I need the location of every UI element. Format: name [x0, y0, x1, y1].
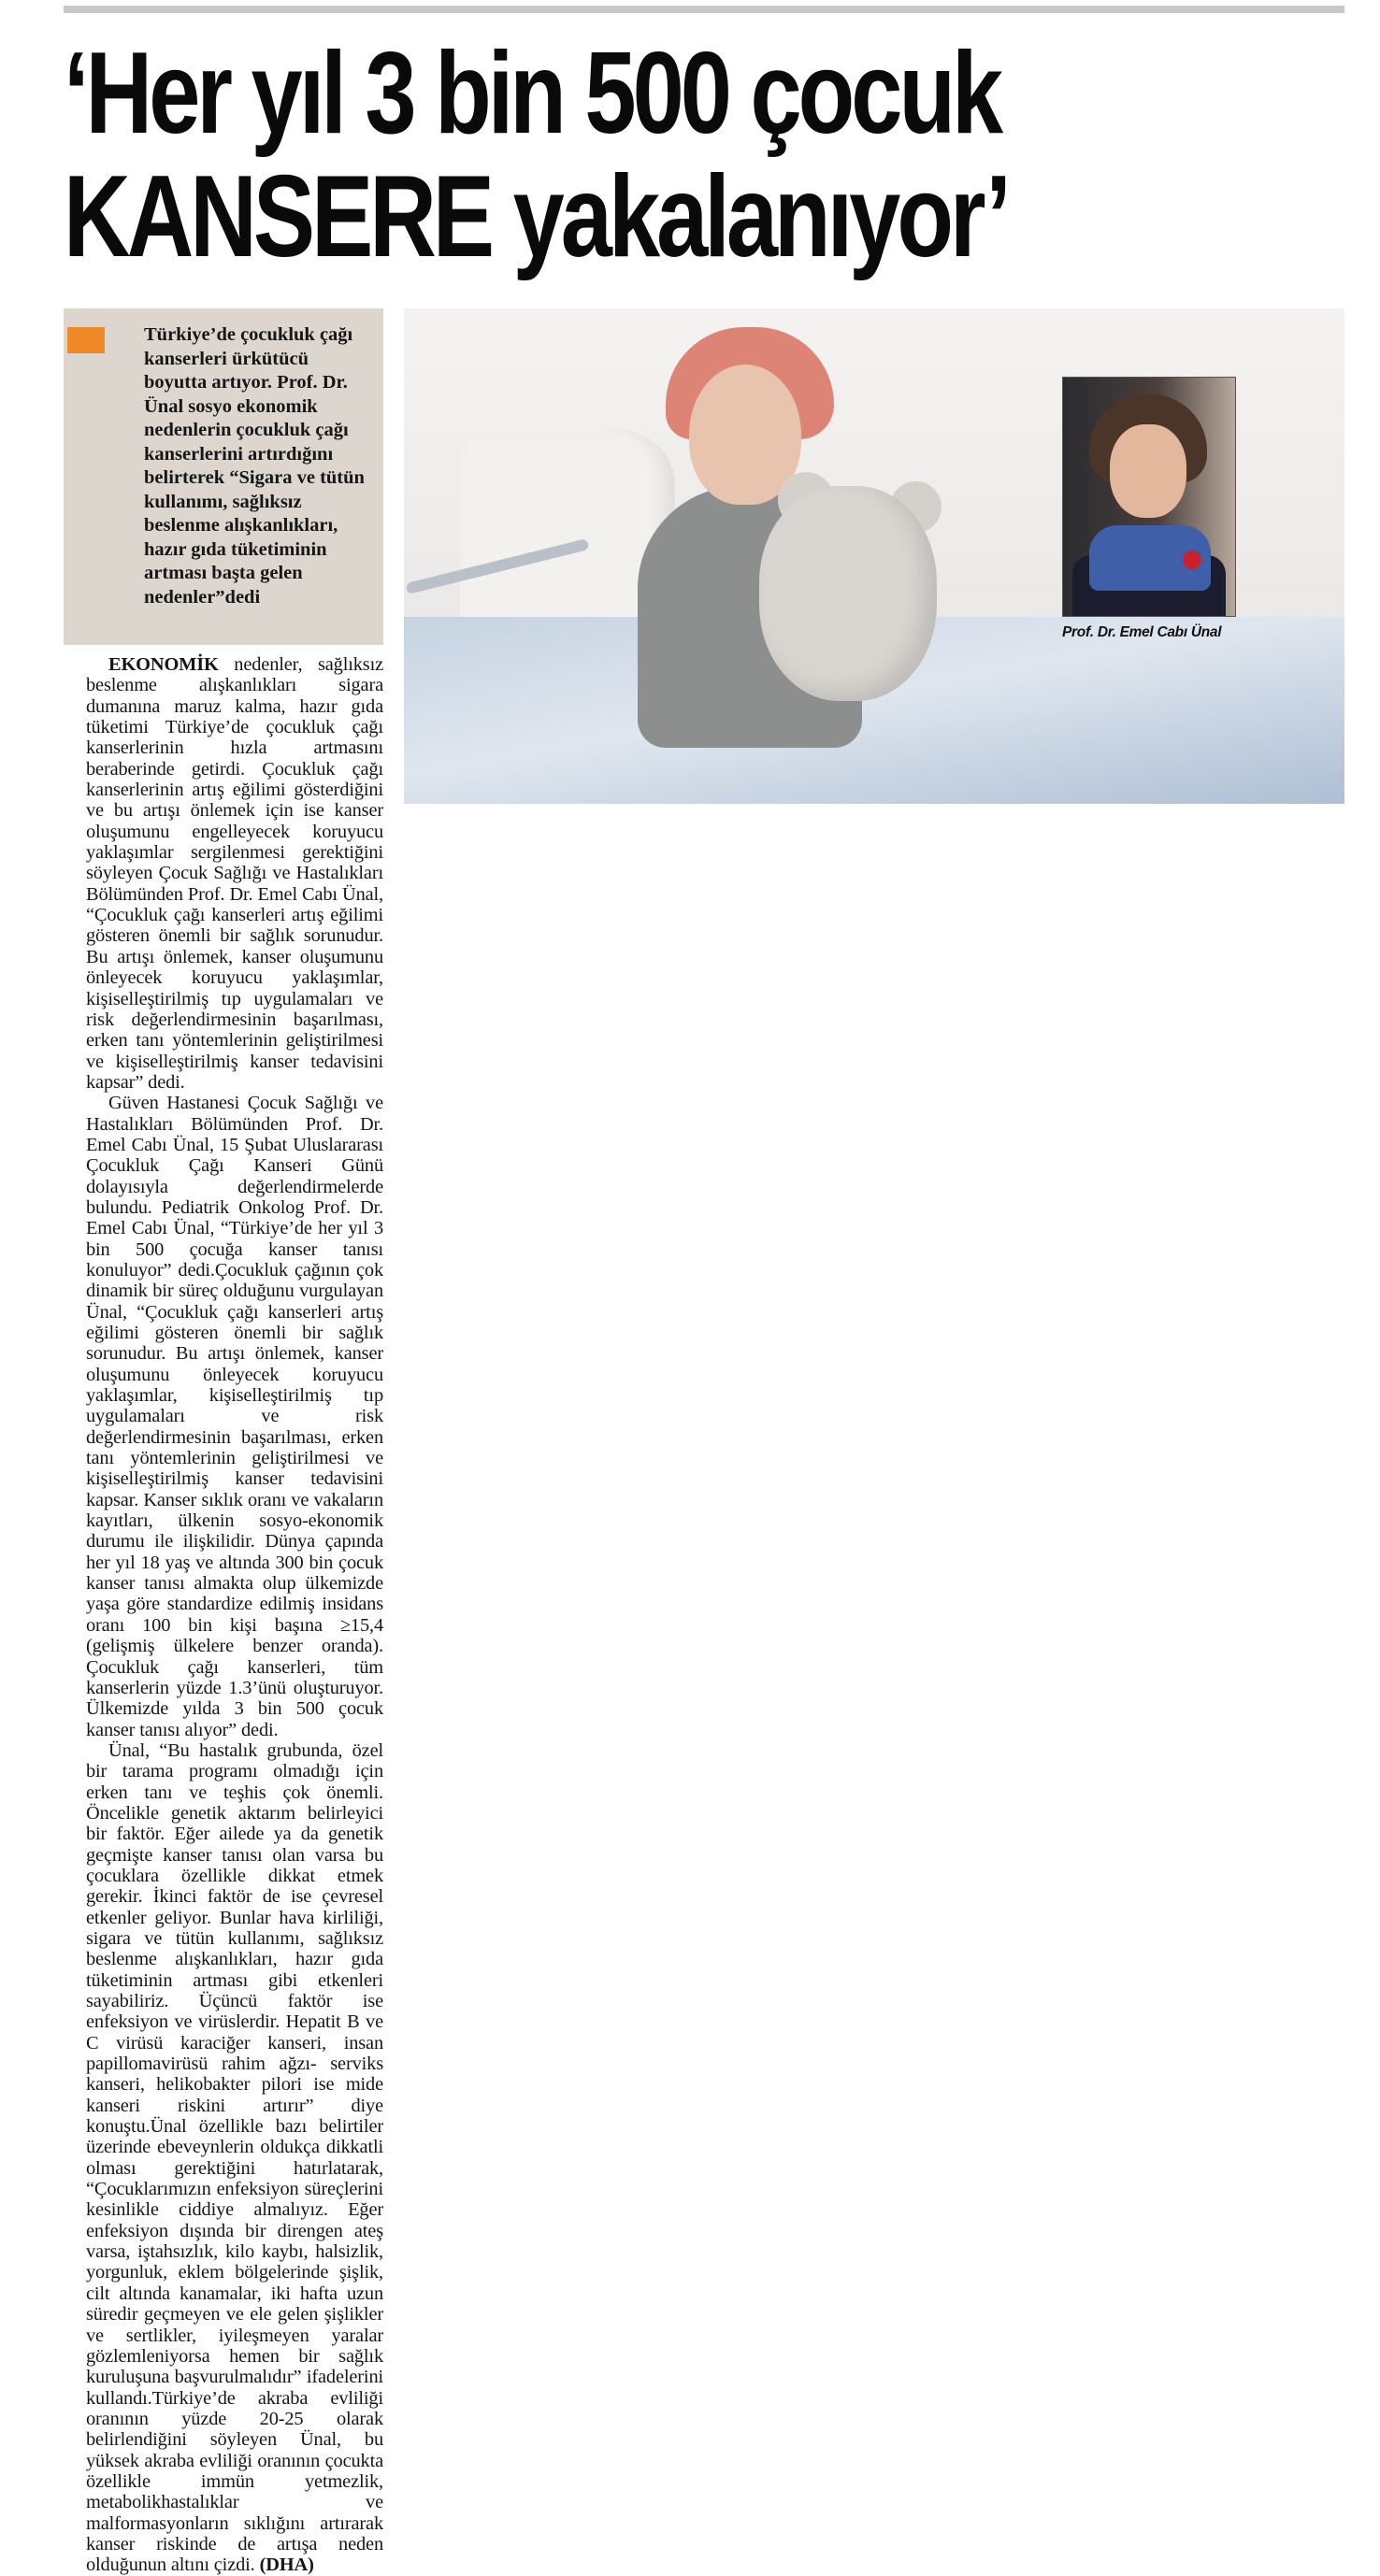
photo-caption: Prof. Dr. Emel Cabı Ünal	[1062, 624, 1222, 640]
article-paragraph: Güven Hastanesi Çocuk Sağlığı ve Hastalıkları Bölümünden Prof. Dr. Emel Cabı Ünal, 15 Şubat Uluslararası Çocukluk Çağı Kanseri Günü dolayısıyla değerlendirmelerde bulundu. Pediatrik Onkolog Prof. Dr. Emel Cabı Ünal, “Türkiye’de her yıl 3 bin 500 çocuğa kanser tanısı konuluyor” dedi.Çocukluk çağının çok dinamik bir süreç olduğunu vurgulayan Ünal, “Çocukluk çağı kanserleri artış eğilimi gösteren önemli bir sağlık sorunudur. Bu artışı önlemek, kanser oluşumunu önleyecek koruyucu yaklaşımlar, kişiselleştirilmiş tıp uygulamaları ve risk değerlendirmesinin başarılması, erken tanı yöntemlerinin geliştirilmesi ve kişiselleştirilmiş kanser tedavisini kapsar. Kanser sıklık oranı ve vakaların kayıtları, ülkenin sosyo-ekonomik durumu ile ilişkilidir. Dünya çapında her yıl 18 yaş ve altında 300 bin çocuk kanser tanısı almakta olup ülkemizde yaşa göre standardize edilmiş insidans oranı 100 bin kişi başına ≥15,4 (gelişmiş ülkelere benzer oranda). Çocukluk çağı kanserleri, tüm kanserlerin yüzde 1.3’ünü oluşturuyor. Ülkemizde yılda 3 bin 500 çocuk kanser tanısı alıyor” dedi.	[86, 1093, 383, 1740]
headline-line-1: ‘Her yıl 3 bin 500 çocuk	[64, 29, 1000, 158]
paragraph-text: Ünal, “Bu hastalık grubunda, özel bir tarama programı olmadığı için erken tanı ve teşhis çok önemli. Öncelikle genetik aktarım belirleyici bir faktör. Eğer ailede ya da genetik geçmişte kanser tanısı olan varsa bu çocuklara özellikle dikkat etmek gerekir. İkinci faktör de ise çevresel etkenler geliyor. Bunlar hava kirliliği, sigara ve tütün kullanımı, sağlıksız beslenme alışkanlıkları, hazır gıda tüketiminin artması gibi etkenleri sayabiliriz. Üçüncü faktör ise enfeksiyon ve virüslerdir. Hepatit B ve C virüsü karaciğer kanseri, insan papillomavirüsü rahim ağzı- serviks kanseri, helikobakter pilori ise mide kanseri riskini artırır” diye konuştu.Ünal özellikle bazı belirtiler üzerinde ebeveynlerin oldukça dikkatli olması gerektiğini hatırlatarak, “Çocuklarımızın enfeksiyon süreçlerini kesinlikle ciddiye almalıyız. Eğer enfeksiyon dışında bir direngen ateş varsa, iştahsızlık, kilo kaybı, halsizlik, yorgunluk, eklem bölgelerinde şişlik, cilt altında kanamalar, iki hafta uzun süredir geçmeyen ve ele gelen şişlikler ve sertlikler, iyileşmeyen yaralar gözlemleniyorsa hemen bir sağlık kuruluşuna başvurulmalıdır” ifadelerini kullandı.Türkiye’de akraba evliliği oranının yüzde 20-25 olarak belirlendiğini söyleyen Ünal, bu yüksek akraba evliliği oranının çocukta özellikle immün yetmezlik, metabolikhastalıklar ve malformasyonların sıklığını artırarak kanser riskinde de artışa neden olduğunun altını çizdi.	[86, 1739, 383, 2576]
paragraph-text: nedenler, sağlıksız beslenme alışkanlıkları sigara dumanına maruz kalma, hazır gıda tüketimi Türkiye’de çocukluk çağı kanserlerinin hızla artmasını beraberinde getirdi. Çocukluk çağı kanserlerinin artış eğilimi gösterdiğini ve bu artışı önlemek için ise kanser oluşumunu engelleyecek koruyucu yaklaşımlar sergilenmesi gerektiğini söyleyen Çocuk Sağlığı ve Hastalıkları Bölümünden Prof. Dr. Emel Cabı Ünal, “Çocukluk çağı kanserleri artış eğilimi gösteren önemli bir sağlık sorunudur. Bu artışı önlemek, kanser oluşumunu önleyecek koruyucu yaklaşımlar, kişiselleştirilmiş tıp uygulamaları ve risk değerlendirmesinin başarılması, erken tanı yöntemlerinin geliştirilmesi ve kişiselleştirilmiş kanser tedavisini kapsar” dedi.	[86, 654, 383, 1093]
article-paragraph	[86, 654, 383, 1093]
article-paragraph	[86, 1740, 383, 2576]
headline	[64, 29, 1103, 281]
portrait-face-shape	[1110, 424, 1186, 518]
teddy-bear-shape	[759, 486, 937, 701]
source-tag: (DHA)	[259, 2555, 314, 2576]
headline-line-2: KANSERE yakalanıyor’	[64, 152, 1008, 281]
portrait-photo	[1062, 377, 1236, 617]
article-body	[86, 654, 383, 2576]
summary-text: Türkiye’de çocukluk çağı kanserleri ürkütücü boyutta artıyor. Prof. Dr. Ünal sosyo ekonomik nedenlerin çocukluk çağı kanserlerini artırdığını belirterek “Sigara ve tütün kullanımı, sağlıksız beslenme alışkanlıkları, hazır gıda tüketiminin artması başta gelen nedenler”dedi	[144, 324, 365, 608]
orange-marker-icon	[67, 327, 105, 353]
lead-word: EKONOMİK	[108, 654, 219, 675]
top-rule	[64, 6, 1344, 13]
portrait-flower-shape	[1183, 551, 1201, 569]
summary-box	[64, 308, 383, 645]
